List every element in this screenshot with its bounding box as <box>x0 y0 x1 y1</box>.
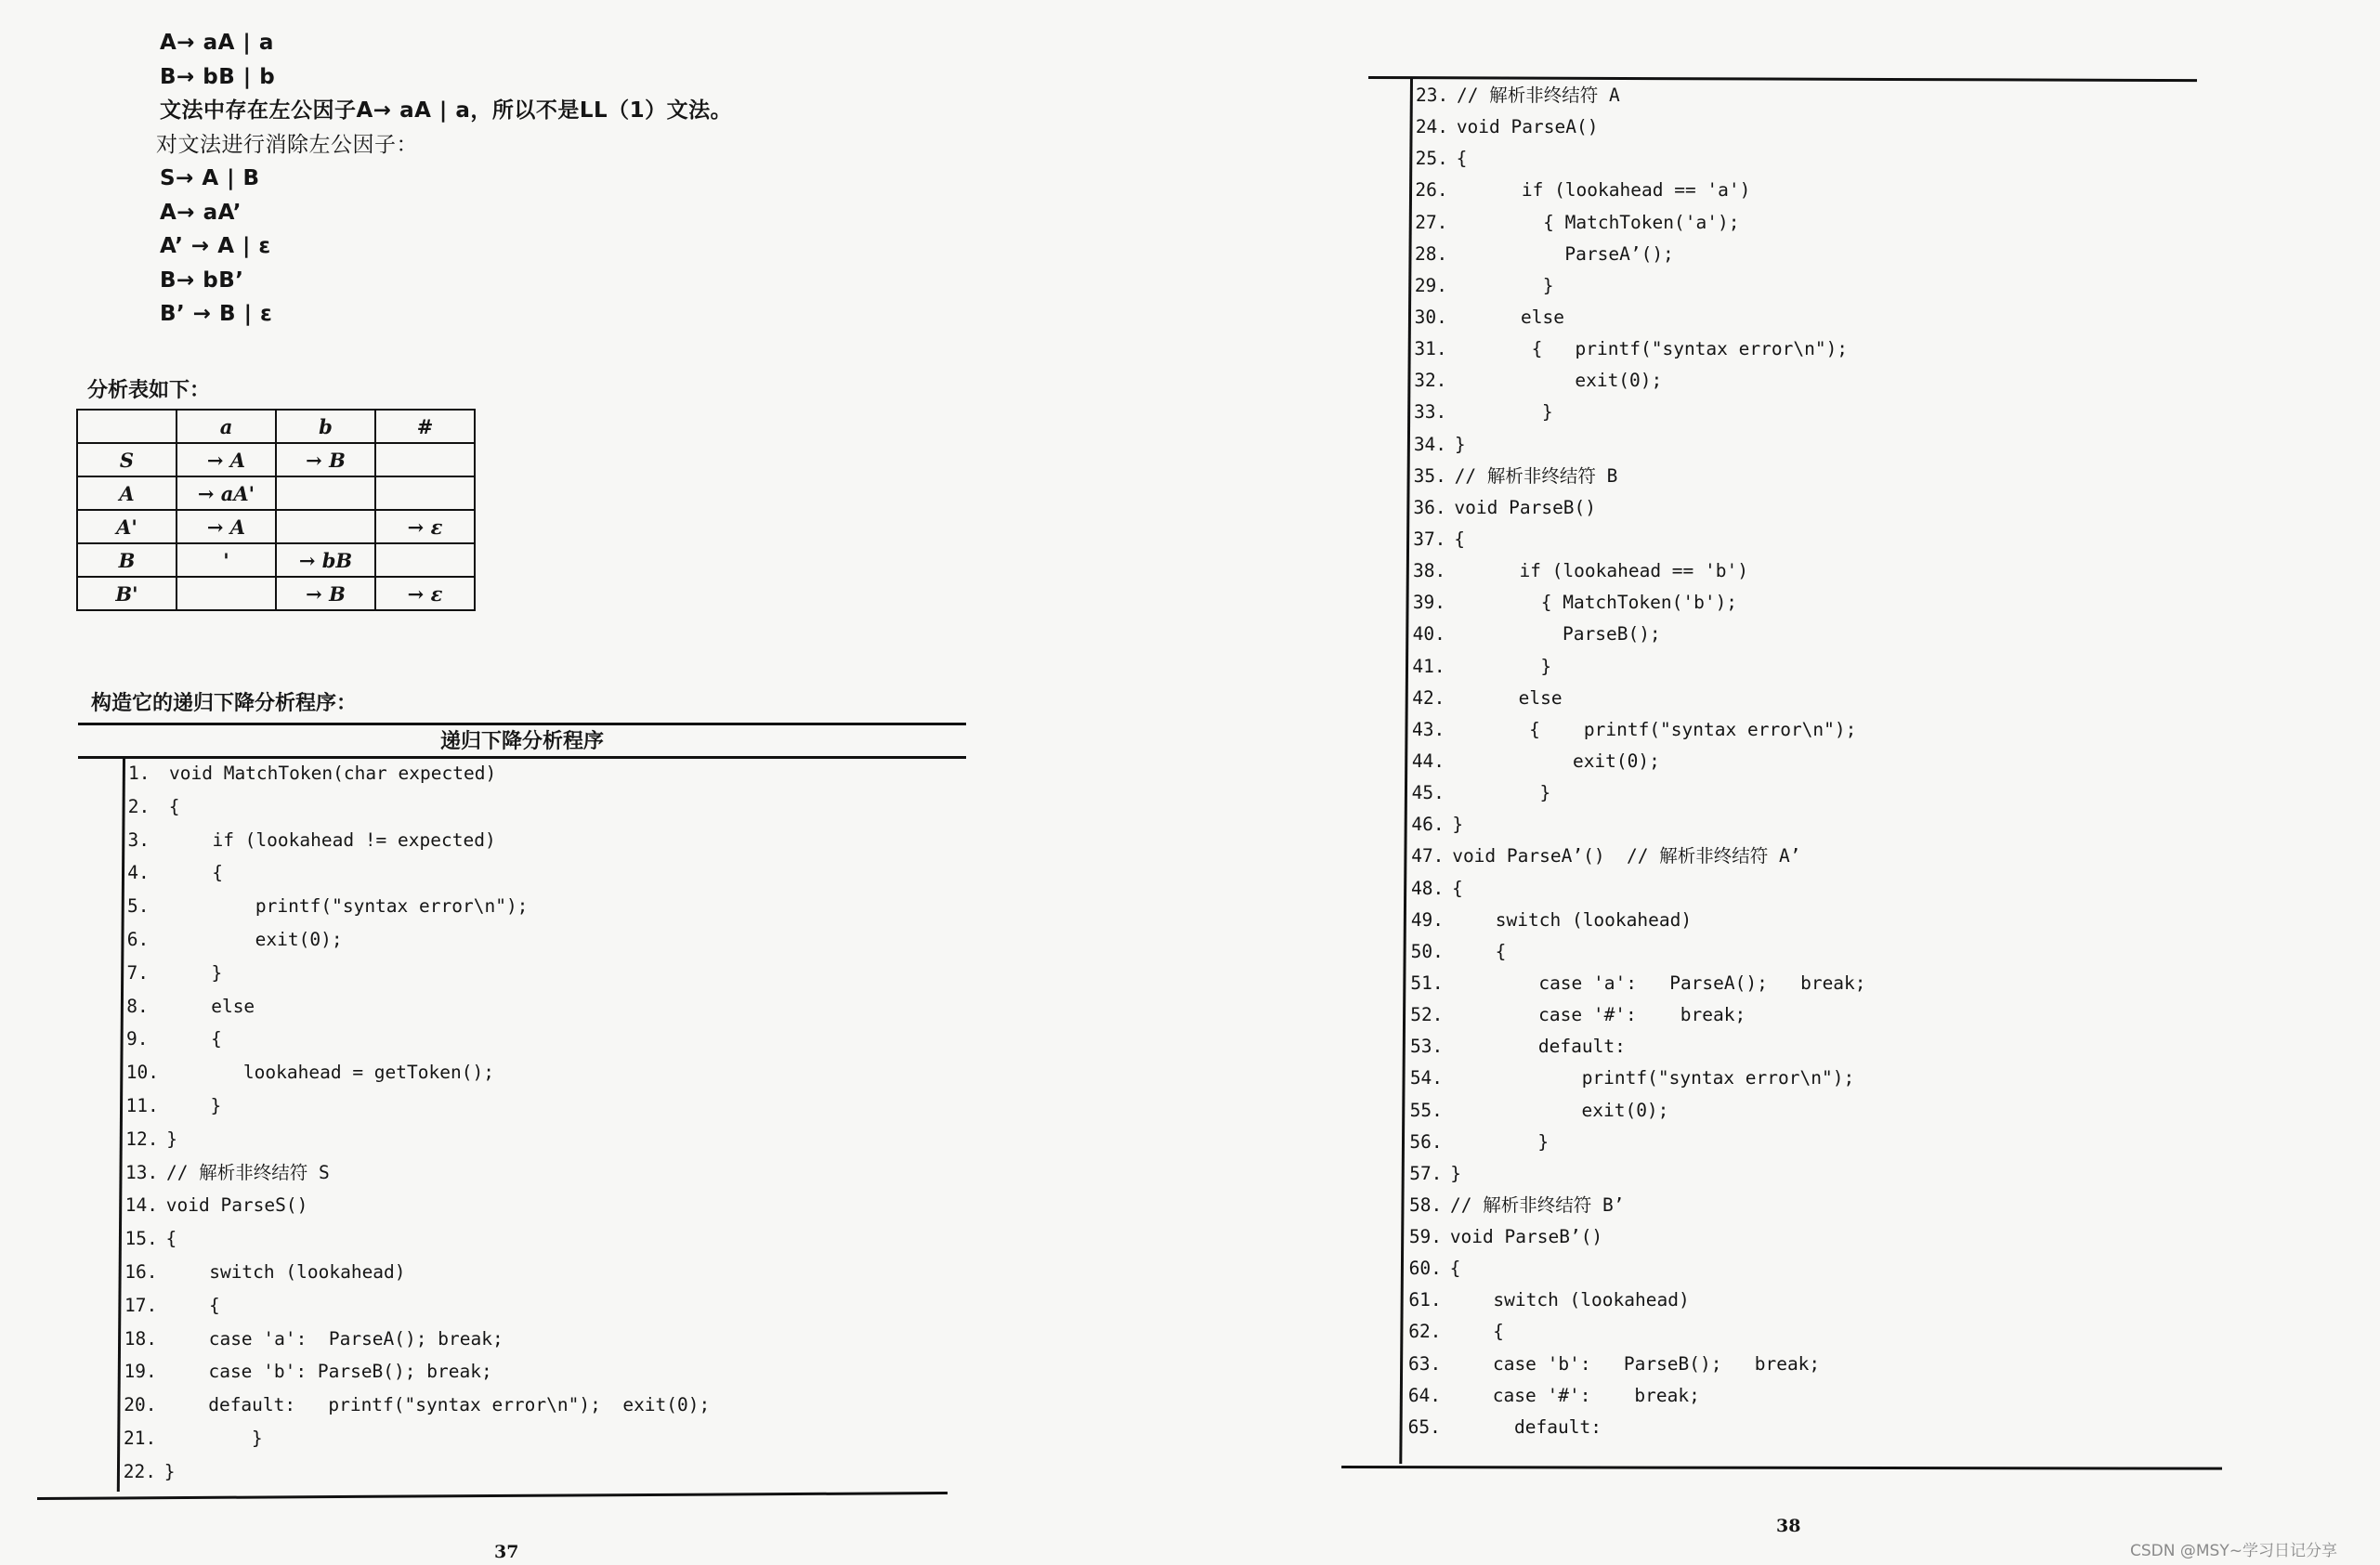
code-line <box>127 890 713 923</box>
line-number: 63. <box>1408 1352 1442 1375</box>
bottom-rule <box>37 1492 948 1499</box>
code-text: { <box>1451 940 1507 962</box>
code-line <box>127 856 713 890</box>
table-row-label: B' <box>77 577 177 610</box>
parse-table <box>76 409 476 611</box>
line-number: 6. <box>126 928 150 950</box>
code-line <box>1413 619 1868 650</box>
code-text: // 解析非终结符 A <box>1457 85 1620 106</box>
code-line <box>128 824 714 857</box>
line-number: 9. <box>126 1028 149 1050</box>
table-cell <box>375 443 475 476</box>
code-line <box>1408 1349 1863 1380</box>
line-number: 1. <box>128 763 150 784</box>
grammar-line: 对文法进行消除左公因子： <box>156 132 418 157</box>
code-line <box>126 1023 713 1056</box>
code-text: } <box>1455 401 1553 424</box>
program-heading: 构造它的递归下降分析程序： <box>91 691 358 715</box>
code-line <box>1416 143 1871 175</box>
code-line <box>1413 555 1868 587</box>
grammar-line: B’ → B | ε <box>160 302 273 326</box>
table-row <box>77 577 475 610</box>
code-line <box>1409 1253 1864 1285</box>
code-line <box>1413 492 1868 524</box>
code-text: case '#': break; <box>1448 1384 1700 1406</box>
code-line <box>1408 1380 1863 1412</box>
code-text: case 'b': ParseB(); break; <box>1449 1352 1821 1375</box>
code-text: ParseB(); <box>1453 623 1661 646</box>
code-text: case 'b': ParseB(); break; <box>164 1361 492 1383</box>
line-number: 28. <box>1415 242 1448 265</box>
code-line <box>1415 207 1870 239</box>
code-line <box>124 1355 711 1389</box>
line-number: 45. <box>1411 782 1445 804</box>
line-number: 19. <box>124 1361 157 1383</box>
table-cell: → A <box>177 443 276 476</box>
code-line <box>127 923 713 957</box>
table-row <box>77 476 475 510</box>
code-line <box>1412 651 1867 683</box>
line-number: 12. <box>125 1128 159 1150</box>
code-text: switch (lookahead) <box>1451 908 1693 931</box>
code-text: switch (lookahead) <box>165 1260 406 1283</box>
code-line <box>1415 302 1870 333</box>
code-line <box>125 1222 712 1256</box>
line-number: 26. <box>1415 179 1448 202</box>
code-text: { <box>1454 528 1465 550</box>
code-line <box>1412 714 1867 746</box>
line-number: 38. <box>1413 560 1446 582</box>
code-line <box>1415 270 1870 302</box>
code-line <box>1414 461 1869 492</box>
table-header-cell: a <box>177 410 276 443</box>
code-text: { <box>168 862 223 884</box>
code-line <box>1411 809 1866 841</box>
code-text: { MatchToken('a'); <box>1456 211 1740 233</box>
code-line <box>1414 429 1869 461</box>
table-row-label: S <box>77 443 177 476</box>
line-number: 20. <box>124 1394 157 1416</box>
table-header-row <box>77 410 475 443</box>
code-line <box>1410 999 1865 1031</box>
table-row-label: A' <box>77 510 177 543</box>
code-text: else <box>1455 306 1565 328</box>
code-line <box>1414 397 1869 428</box>
code-line <box>124 1455 710 1489</box>
table-cell: → aA' <box>177 476 276 510</box>
code-line <box>1411 936 1866 968</box>
line-number: 16. <box>124 1260 158 1283</box>
table-header-cell: # <box>375 410 475 443</box>
code-text: exit(0); <box>1455 370 1663 392</box>
code-line <box>126 1089 713 1123</box>
line-number: 57. <box>1409 1162 1443 1184</box>
line-number: 8. <box>126 995 149 1017</box>
line-number: 54. <box>1409 1067 1444 1089</box>
code-text: case 'a': ParseA(); break; <box>164 1327 503 1350</box>
code-text: exit(0); <box>1450 1099 1669 1121</box>
table-row <box>77 510 475 543</box>
table-row-label: B <box>77 543 177 577</box>
line-number: 29. <box>1414 274 1448 296</box>
line-number: 34. <box>1413 433 1447 455</box>
code-text: { <box>167 1028 222 1050</box>
line-number: 27. <box>1415 211 1448 233</box>
code-line <box>124 1422 710 1455</box>
code-line <box>1413 524 1868 555</box>
code-text: ParseA’(); <box>1456 242 1674 265</box>
code-text: exit(0); <box>167 928 343 950</box>
code-text: { printf("syntax error\n"); <box>1453 718 1857 740</box>
code-text: void ParseA’() // 解析非终结符 A’ <box>1452 845 1801 867</box>
code-text: if (lookahead != expected) <box>168 828 496 851</box>
line-number: 49. <box>1410 908 1445 931</box>
code-text: printf("syntax error\n"); <box>168 895 529 918</box>
code-line <box>1415 175 1870 206</box>
line-number: 23. <box>1416 85 1449 106</box>
code-text: { printf("syntax error\n"); <box>1455 338 1849 360</box>
line-number: 39. <box>1412 592 1446 614</box>
line-number: 14. <box>124 1194 158 1217</box>
code-text: void ParseA() <box>1456 116 1599 138</box>
code-line <box>128 790 714 824</box>
code-line <box>125 1123 712 1156</box>
code-text: void ParseB() <box>1454 496 1597 518</box>
grammar-line: A→ aA | a <box>160 31 274 55</box>
code-text: case '#': break; <box>1451 1004 1746 1026</box>
code-text: } <box>1455 274 1554 296</box>
code-text: { MatchToken('b'); <box>1453 592 1738 614</box>
line-number: 44. <box>1411 750 1445 772</box>
code-text: } <box>167 961 223 984</box>
code-text: // 解析非终结符 S <box>166 1161 330 1183</box>
code-line <box>1414 365 1869 397</box>
line-number: 59. <box>1408 1226 1443 1248</box>
code-line <box>1409 1127 1864 1158</box>
code-line <box>1412 746 1867 777</box>
line-number: 40. <box>1412 623 1445 646</box>
code-line <box>1415 239 1870 270</box>
code-line <box>1410 968 1865 999</box>
grammar-line: A→ aA’ <box>160 200 242 225</box>
line-number: 35. <box>1413 464 1446 487</box>
table-cell: ' <box>177 543 276 577</box>
code-line <box>1409 1158 1864 1190</box>
line-number: 13. <box>125 1161 159 1183</box>
line-number: 33. <box>1414 401 1447 424</box>
code-text: } <box>164 1427 263 1449</box>
line-number: 61. <box>1408 1289 1442 1311</box>
code-line <box>1411 905 1866 936</box>
line-number: 46. <box>1411 814 1445 836</box>
code-text: { <box>165 1294 220 1316</box>
table-cell: → ε <box>375 510 475 543</box>
line-number: 3. <box>127 828 150 851</box>
code-line <box>1416 111 1871 143</box>
line-number: 51. <box>1410 972 1444 994</box>
grammar-block <box>156 26 733 332</box>
line-number: 41. <box>1412 655 1445 677</box>
code-line <box>1409 1221 1864 1253</box>
table-header-cell: b <box>276 410 375 443</box>
code-text: { <box>1449 1321 1504 1343</box>
line-number: 18. <box>124 1327 157 1350</box>
line-number: 11. <box>125 1094 159 1116</box>
code-text: } <box>1453 655 1552 677</box>
page-number: 37 <box>494 1542 519 1562</box>
table-cell <box>177 577 276 610</box>
table-cell: → bB <box>276 543 375 577</box>
code-text: } <box>1452 814 1464 836</box>
code-line <box>1412 777 1867 809</box>
code-text: { <box>1449 1258 1461 1280</box>
code-text: } <box>1454 433 1466 455</box>
table-cell <box>276 476 375 510</box>
line-number: 58. <box>1409 1193 1443 1216</box>
grammar-line: S→ A | B <box>160 166 260 190</box>
code-text: } <box>1450 1130 1550 1153</box>
line-number: 24. <box>1415 116 1449 138</box>
table-cell: → ε <box>375 577 475 610</box>
code-line <box>1410 1063 1865 1094</box>
code-line <box>1410 1031 1865 1063</box>
line-number: 17. <box>124 1294 158 1316</box>
table-heading: 分析表如下： <box>87 378 211 402</box>
grammar-line: B→ bB | b <box>160 64 276 89</box>
line-number: 7. <box>126 961 149 984</box>
code-line <box>125 1189 712 1222</box>
code-text: { <box>165 1228 177 1250</box>
table-cell <box>276 510 375 543</box>
code-text: void ParseS() <box>165 1194 308 1217</box>
watermark: CSDN @MSY~学习日记分享 <box>2130 1542 2337 1560</box>
right-page <box>1190 0 2380 1565</box>
line-number: 32. <box>1414 370 1447 392</box>
line-number: 15. <box>124 1228 158 1250</box>
code-text: exit(0); <box>1452 750 1660 772</box>
code-line <box>124 1389 710 1422</box>
code-line <box>1408 1316 1863 1348</box>
line-number: 2. <box>127 795 150 817</box>
line-number: 60. <box>1408 1258 1442 1280</box>
line-number: 31. <box>1414 338 1447 360</box>
code-text: // 解析非终结符 B’ <box>1450 1193 1625 1216</box>
line-number: 37. <box>1413 528 1446 550</box>
code-text: } <box>1450 1162 1461 1184</box>
code-text: // 解析非终结符 B <box>1454 464 1618 487</box>
code-line <box>124 1256 711 1289</box>
table-row <box>77 443 475 476</box>
table-cell <box>375 543 475 577</box>
code-text: default: <box>1448 1415 1602 1438</box>
table-row-label: A <box>77 476 177 510</box>
code-line <box>126 1056 713 1089</box>
code-line <box>1408 1285 1863 1316</box>
code-text: { <box>1452 877 1463 899</box>
code-line <box>128 757 714 790</box>
code-line <box>1413 587 1868 619</box>
table-cell: → A <box>177 510 276 543</box>
table-cell <box>375 476 475 510</box>
code-text: else <box>1453 686 1563 709</box>
code-line <box>1414 333 1869 365</box>
line-number: 25. <box>1415 148 1448 170</box>
line-number: 62. <box>1408 1321 1442 1343</box>
code-line <box>1411 841 1866 872</box>
code-line <box>126 990 713 1024</box>
line-number: 53. <box>1410 1036 1444 1058</box>
line-number: 55. <box>1409 1099 1443 1121</box>
line-number: 36. <box>1413 496 1446 518</box>
line-number: 47. <box>1411 845 1445 867</box>
table-cell: → B <box>276 443 375 476</box>
code-line <box>1416 80 1871 111</box>
line-number: 21. <box>124 1427 157 1449</box>
code-text: } <box>166 1094 222 1116</box>
line-number: 56. <box>1409 1130 1443 1153</box>
line-number: 5. <box>127 895 150 918</box>
line-number: 52. <box>1410 1004 1444 1026</box>
table-row <box>77 543 475 577</box>
code-text: printf("syntax error\n"); <box>1450 1067 1855 1089</box>
code-text: else <box>167 995 255 1017</box>
line-number: 50. <box>1410 940 1444 962</box>
grammar-line: 文法中存在左公因子A→ aA | a，所以不是LL（1）文法。 <box>160 98 733 123</box>
page-number-right: 38 <box>1776 1516 1801 1536</box>
code-block-right <box>1407 80 1871 1443</box>
code-text: { <box>168 795 180 817</box>
code-text: default: <box>1451 1036 1626 1058</box>
line-number: 43. <box>1412 718 1445 740</box>
code-line <box>1409 1190 1864 1221</box>
code-text: } <box>166 1128 177 1150</box>
line-number: 22. <box>123 1460 156 1482</box>
line-number: 10. <box>125 1062 159 1084</box>
table-header-cell <box>77 410 177 443</box>
code-line <box>124 1323 711 1356</box>
line-number: 30. <box>1414 306 1447 328</box>
code-line <box>1410 1095 1865 1127</box>
code-line <box>1411 873 1866 905</box>
code-text: if (lookahead == 'b') <box>1454 560 1748 582</box>
code-text: default: printf("syntax error\n"); exit(0); <box>164 1394 711 1416</box>
code-text: case 'a': ParseA(); break; <box>1451 972 1866 994</box>
code-line <box>1408 1412 1863 1443</box>
line-number: 4. <box>127 862 150 884</box>
code-line <box>1412 683 1867 714</box>
code-block-left <box>123 757 714 1489</box>
program-title: 递归下降分析程序 <box>439 729 604 753</box>
code-line <box>125 1156 712 1190</box>
code-text: lookahead = getToken(); <box>166 1062 494 1084</box>
code-text: { <box>1456 148 1468 170</box>
code-text: switch (lookahead) <box>1449 1289 1690 1311</box>
bottom-rule-right <box>1341 1466 2222 1469</box>
code-text: void MatchToken(char expected) <box>169 763 497 784</box>
line-number: 48. <box>1411 877 1445 899</box>
grammar-line: B→ bB’ <box>160 267 244 293</box>
line-number: 65. <box>1407 1415 1441 1438</box>
line-number: 64. <box>1407 1384 1442 1406</box>
table-cell: → B <box>276 577 375 610</box>
code-text: if (lookahead == 'a') <box>1456 179 1751 202</box>
code-line <box>127 957 713 990</box>
code-text: void ParseB’() <box>1449 1226 1603 1248</box>
line-number: 42. <box>1412 686 1445 709</box>
code-text: } <box>1452 782 1551 804</box>
code-line <box>124 1289 711 1323</box>
code-text: } <box>163 1460 176 1482</box>
grammar-line: A’ → A | ε <box>160 234 271 258</box>
